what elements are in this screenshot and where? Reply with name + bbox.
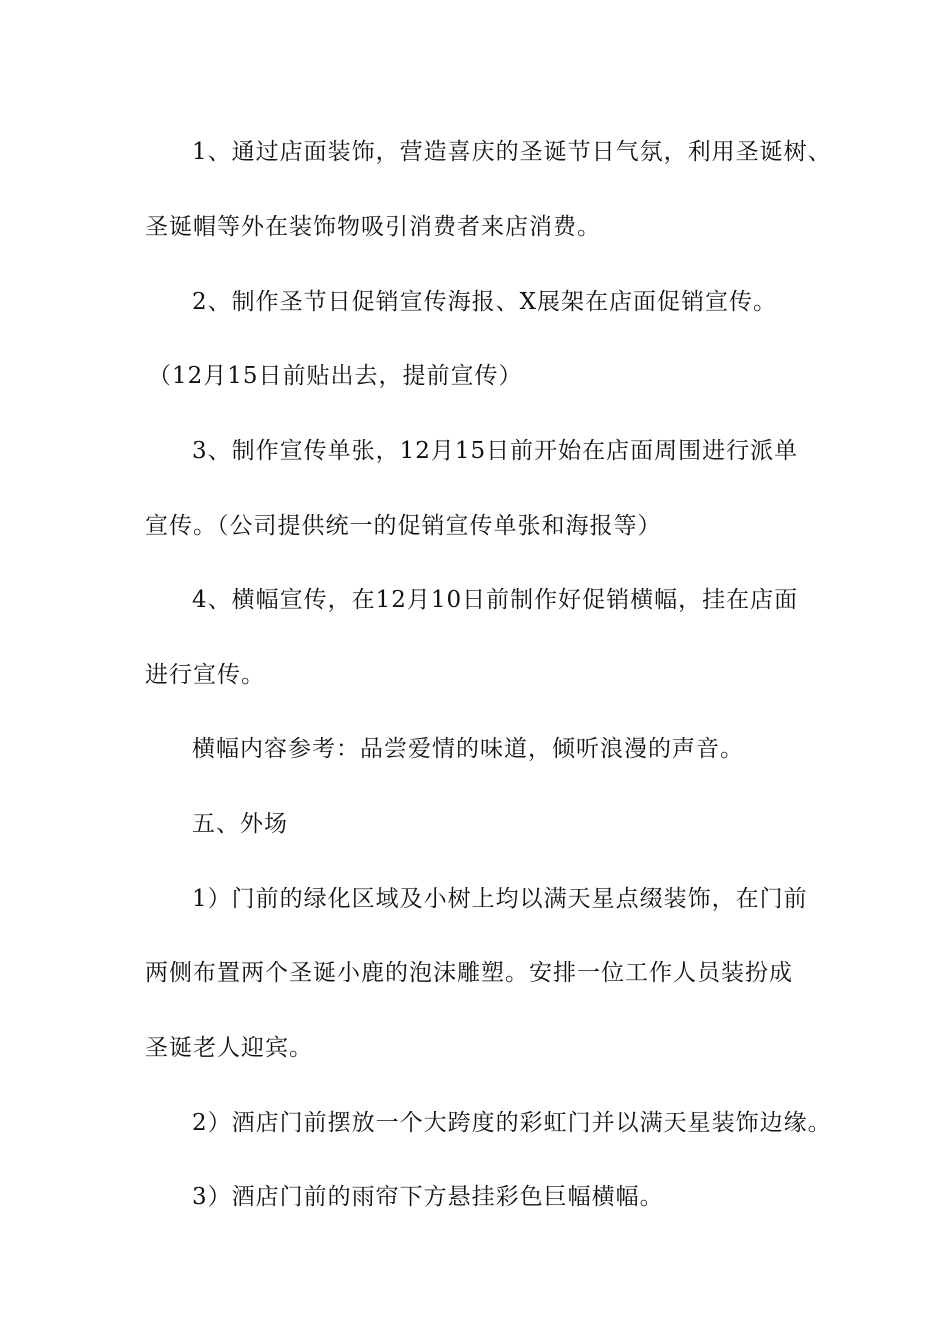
banner-content-reference: 横幅内容参考：品尝爱情的味道，倾听浪漫的声音。 [192,736,744,762]
paragraph-2-line-1: 2、制作圣节日促销宣传海报、X展架在店面促销宣传。 [192,289,778,315]
paragraph-1-line-2: 圣诞帽等外在装饰物吸引消费者来店消费。 [145,214,601,240]
paragraph-4-line-1: 4、横幅宣传，在12月10日前制作好促销横幅，挂在店面 [192,587,799,613]
paragraph-1-line-1: 1、通过店面装饰，营造喜庆的圣诞节日气氛，利用圣诞树、 [192,139,832,165]
paragraph-3-line-2: 宣传。（公司提供统一的促销宣传单张和海报等） [145,513,662,539]
paragraph-3-line-1: 3、制作宣传单张，12月15日前开始在店面周围进行派单 [192,438,799,464]
outdoor-item-1-line-1: 1）门前的绿化区域及小树上均以满天星点缀装饰，在门前 [192,886,808,912]
paragraph-2-line-2: （12月15日前贴出去，提前宣传） [148,363,523,389]
outdoor-item-1-line-3: 圣诞老人迎宾。 [145,1035,313,1061]
section-heading-outdoor: 五、外场 [192,811,288,837]
outdoor-item-1-line-2: 两侧布置两个圣诞小鹿的泡沫雕塑。安排一位工作人员装扮成 [145,960,793,986]
outdoor-item-2: 2）酒店门前摆放一个大跨度的彩虹门并以满天星装饰边缘。 [192,1110,832,1136]
paragraph-4-line-2: 进行宣传。 [145,662,265,688]
outdoor-item-3: 3）酒店门前的雨帘下方悬挂彩色巨幅横幅。 [192,1184,664,1210]
